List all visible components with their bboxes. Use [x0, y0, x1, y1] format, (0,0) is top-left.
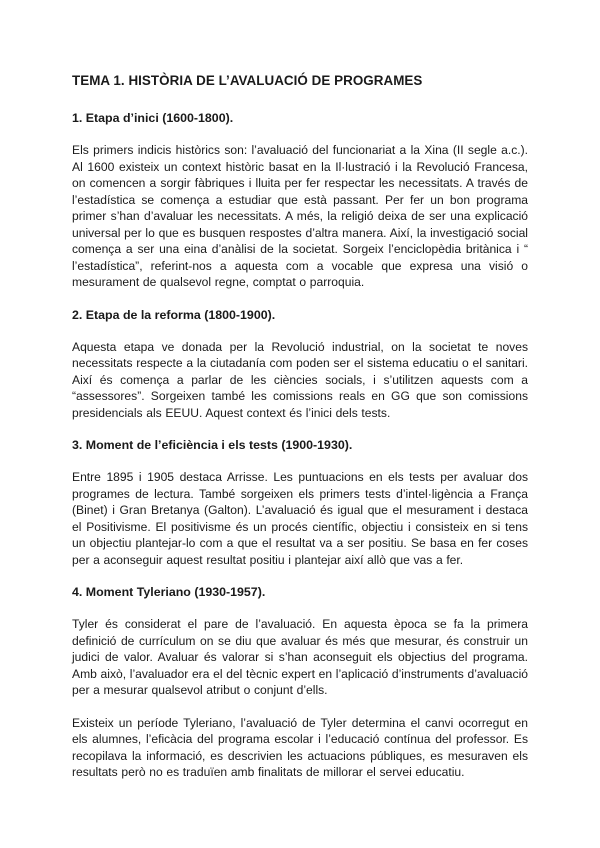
section-heading: 1. Etapa d’inici (1600-1800). [72, 111, 234, 125]
section-paragraph: Tyler és considerat el pare de l’avaluació. En aquesta època se fa la primera definició de currículum on se diu que avaluar és més que mesurar, és construir un judici de valor. Avaluar és valorar si s’han aconseguit els objectius del programa. Amb això, l’avaluador era el del tècnic expert en l’aplicació d’instruments d’avaluació per a mesurar qualsevol atribut o conjunt d’ells. [72, 617, 528, 697]
section-etapa-inici [72, 110, 528, 291]
section-paragraph: Existeix un període Tyleriano, l’avaluació de Tyler determina el canvi ocorregut en els alumnes, l’eficàcia del programa escolar i l’educació contínua del professor. Es recopilava la informació, es descrivien les actuacions públiques, es mesuraven els resultats però no es traduïen amb finalitats de millorar el servei educatiu. [72, 715, 528, 779]
section-heading: 2. Etapa de la reforma (1800-1900). [72, 307, 276, 322]
section-etapa-reforma [72, 307, 528, 422]
section-heading: 4. Moment Tyleriano (1930-1957). [72, 585, 266, 599]
section-moment-tyleriano [72, 584, 528, 781]
section-heading: 3. Moment de l’eficiència i els tests (1900-1930). [72, 438, 353, 452]
section-paragraph: Aquesta etapa ve donada per la Revolució industrial, on la societat te noves necessitats respecte a la ciutadanía com poden ser el sistema educatiu o el sanitari. Així és comença a parlar de les ciències socials, i s’utilitzen aquests com a “assessores”. Sorgeixen també les comissions reals en GG que son comissions presidencials als EEUU. Aquest context és l’inici dels tests. [72, 339, 528, 420]
section-paragraph: Entre 1895 i 1905 destaca Arrisse. Les puntuacions en els tests per avaluar dos programes de lectura. També sorgeixen els primers tests d’intel·ligència a França (Binet) i Gran Bretanya (Galton). L’avaluació és igual que el mesurament i destaca el Positivisme. El positivisme és un procés científic, objectiu i consisteix en si tens un objectiu plantejar-lo com a que el resultat va a ser positiu. Se basa en fer coses per a aconseguir aquest resultat positiu i plantejar així allò que vas a fer. [72, 470, 528, 567]
section-paragraph: Els primers indicis històrics son: l’avaluació del funcionariat a la Xina (II segle a.c.). Al 1600 existeix un context històric basat en la Il·lustració i la Revolució Francesa, on comencen a sorgir fàbriques i lluita per fer respectar les necessitats. A través de l’estadística se comença a estudiar que està passant. Per fer un bon programa primer s’han d’avaluar les necessitats. A més, la religió deixa de ser una explicació universal per lo que es busquen respostes d’altra manera. Així, la investigació social comença a ser una eina d’anàlisi de la societat. Sorgeix l’enciclopèdia britànica i “ l’estadística”, referint-nos a aquesta com a vocable que expresa una visió o mesurament de qualsevol regne, comptat o parroquia. [72, 143, 528, 289]
document-title: TEMA 1. HISTÒRIA DE L’AVALUACIÓ DE PROGRAMES [72, 73, 423, 88]
section-moment-eficiencia [72, 437, 528, 568]
